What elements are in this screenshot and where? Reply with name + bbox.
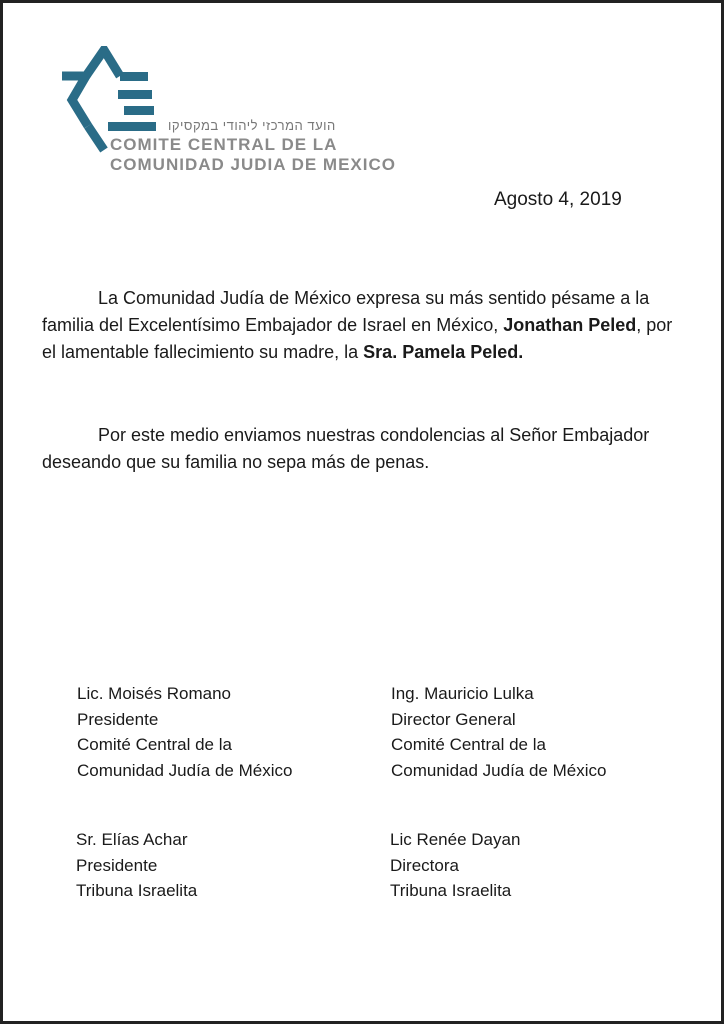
signer-title: Presidente [77,709,159,729]
paragraph-message: Por este medio enviamos nuestras condolencias al Señor Embajador deseando que su familia no sepa más de penas. [42,425,650,472]
paragraph-text: La Comunidad Judía de México expresa su más sentido pésame a la familia del Excelentísimo Embajador de Israel en México, [42,288,650,335]
signer-name: Lic. Moisés Romano [77,684,232,703]
logo-line-1: COMITE CENTRAL DE LA [110,135,338,154]
signer-name: Ing. Mauricio Lulka [391,684,534,703]
signer-name: Lic Renée Dayan [390,830,521,849]
signer-name: Sr. Elías Achar [76,830,188,849]
signer-organization: Comunidad Judía de México [77,760,293,780]
signer-title: Presidente [76,855,158,875]
logo-hebrew-text: הועד המרכזי ליהודי במקסיקו [168,118,336,133]
signer-organization: Comunidad Judía de México [391,760,607,780]
signature-block [390,827,520,904]
paragraph-text: , por el lamentable fallecimiento su madre, la [42,315,673,362]
signer-organization: Tribuna Israelita [390,881,512,900]
logo-line-2: COMUNIDAD JUDIA DE MEXICO [110,155,396,174]
signer-organization: Comité Central de la [77,735,232,754]
signature-block [77,681,292,783]
signer-organization: Comité Central de la [391,735,546,754]
mother-name: Sra. Pamela Peled. [363,342,524,362]
letter-date: Agosto 4, 2019 [494,189,622,210]
organization-logo [58,46,438,176]
signature-block [391,681,606,783]
signer-title: Director General [391,709,516,729]
signer-organization: Tribuna Israelita [76,881,198,900]
signer-title: Directora [390,855,459,875]
ambassador-name: Jonathan Peled [503,315,637,335]
paragraph-condolence [42,285,682,366]
signature-block [76,827,197,904]
